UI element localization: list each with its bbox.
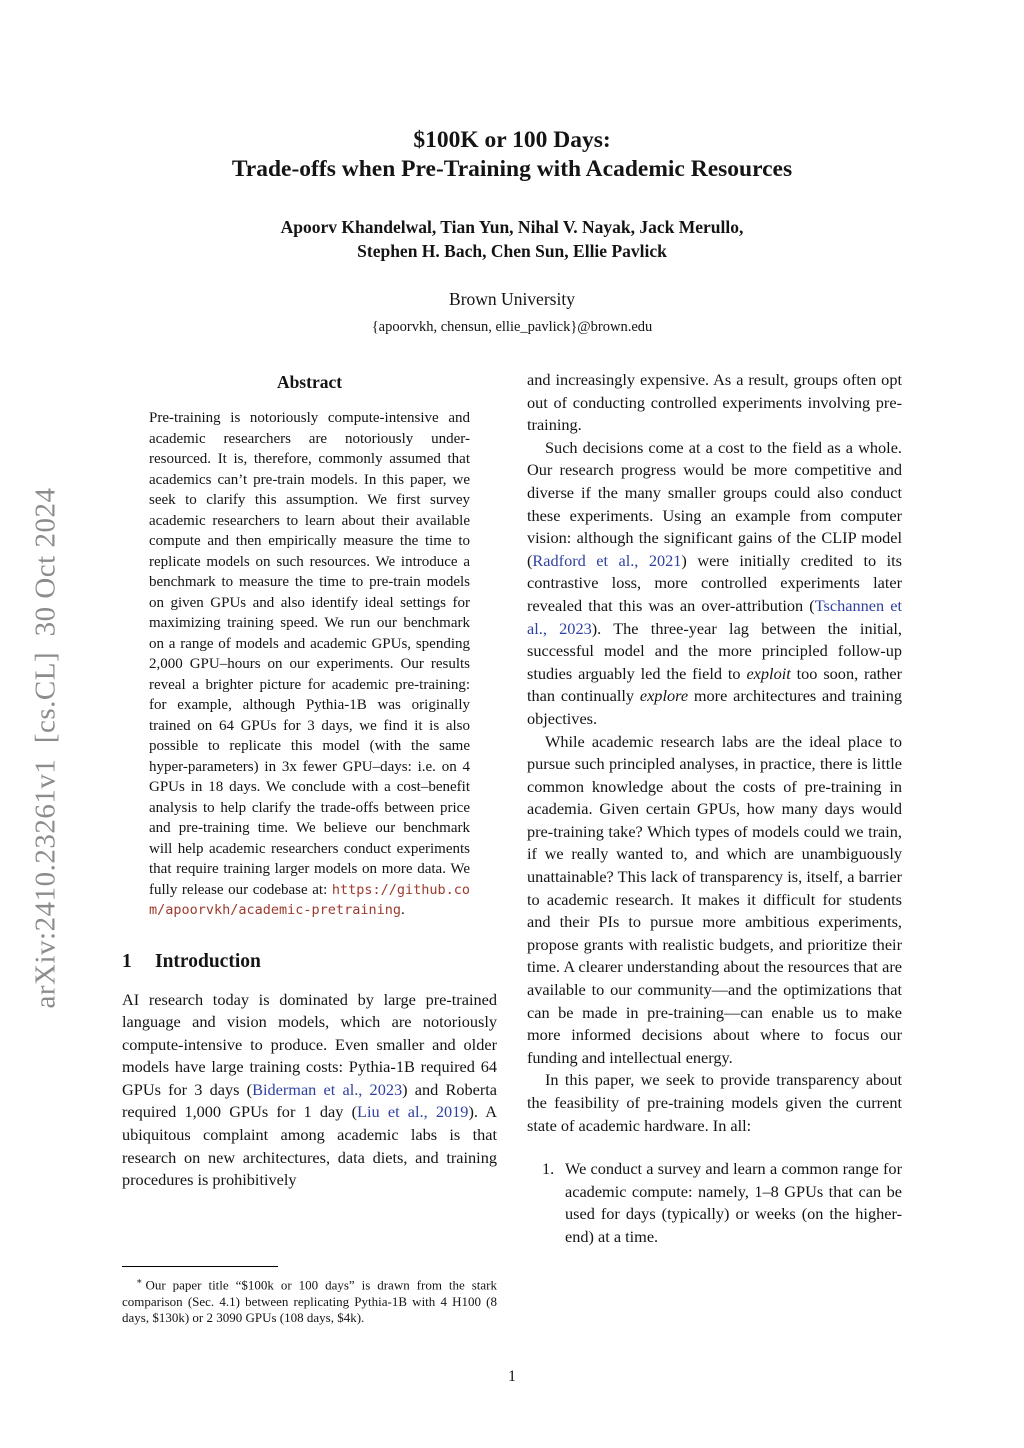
left-column <box>122 369 497 1327</box>
intro-p1-run-2: ) and Roberta required 1,000 GPUs for 1 day ( <box>122 1079 497 1122</box>
abstract-period: . <box>400 902 405 918</box>
citation-liu-2019[interactable]: Liu et al., 2019 <box>357 1102 469 1122</box>
arxiv-watermark: arXiv:2410.23261v1 [cs.CL] 30 Oct 2024 <box>29 487 62 1009</box>
citation-tschannen-2023[interactable]: Tschannen et al., 2023 <box>527 595 902 638</box>
footnote-rule <box>122 1266 278 1267</box>
col2-p2-run-1: Such decisions come at a cost to the field as a whole. Our research progress would be more competitive and diverse if the many smaller groups could also conduct these experiments. Using an example from computer vision: although the significant gains of the CLIP model ( <box>527 437 902 570</box>
footnote-block <box>122 1266 497 1327</box>
col2-p2-run-4: too soon, rather than continually <box>527 663 902 706</box>
author-list <box>0 215 1024 263</box>
citation-radford-2021[interactable]: Radford et al., 2021 <box>532 550 682 570</box>
col2-paragraph-1: and increasingly expensive. As a result, groups often opt out of conducting controlled experiments involving pre-training. <box>527 370 902 435</box>
author-emails: {apoorvkh, chensun, ellie_pavlick}@brown.edu <box>371 319 653 335</box>
intro-paragraph-1 <box>122 989 497 1192</box>
col2-paragraph-4: In this paper, we seek to provide transparency about the feasibility of pre-training models given the current state of academic hardware. In all: <box>527 1070 902 1135</box>
paper-header <box>0 0 1024 336</box>
intro-p1-run-3: ). A ubiquitous complaint among academic labs is that research on new architectures, data diets, and training procedures is prohibitively <box>122 1102 498 1190</box>
codebase-url-link[interactable]: https://github.com/apoorvkh/academic-pretraining <box>149 881 470 918</box>
authors-line-2: Stephen H. Bach, Chen Sun, Ellie Pavlick <box>357 241 667 261</box>
footnote-text <box>122 1274 497 1327</box>
abstract-paragraph <box>149 408 470 921</box>
col2-p2-run-3: ). The three-year lag between the initial, successful model and the more principled follow-up studies arguably led the field to <box>527 618 902 683</box>
paper-title <box>0 126 1024 184</box>
list-item-1-text: We conduct a survey and learn a common range for academic compute: namely, 1–8 GPUs that can be used for days (typically) or weeks (on the higher-end) at a time. <box>565 1159 902 1246</box>
abstract-heading: Abstract <box>276 372 343 392</box>
two-column-body <box>0 369 1024 1327</box>
section-1-number: 1 <box>122 950 132 972</box>
intro-p1-run-1: AI research today is dominated by large pre-trained language and vision models, which are notoriously compute-intensive to produce. Even smaller and older models have large training costs: Pythia-1B required 64 GPUs for 3 days ( <box>122 989 497 1099</box>
list-item-1-number: 1. <box>542 1159 555 1179</box>
title-line-2: Trade-offs when Pre-Training with Academic Resources <box>231 156 793 182</box>
emphasis-exploit: exploit <box>746 663 791 683</box>
section-1-heading <box>122 950 497 974</box>
citation-biderman-2023[interactable]: Biderman et al., 2023 <box>252 1079 403 1099</box>
emphasis-explore: explore <box>639 686 689 706</box>
list-item-1 <box>527 1158 902 1248</box>
authors-line-1: Apoorv Khandelwal, Tian Yun, Nihal V. Nayak, Jack Merullo, <box>280 217 744 237</box>
col2-paragraph-3: While academic research labs are the ideal place to pursue such principled analyses, in practice, there is little common knowledge about the costs of pre-training in academia. Given certain GPUs, how many days would pre-training take? Which types of models could we train, if we really wanted to, and which are unambiguously unattainable? This lack of transparency is, itself, a barrier to academic research. It makes it difficult for students and their PIs to pursue more ambitious experiments, propose grants with realistic budgets, and prioritize their time. A clearer understanding about the resources that are available to our community—and the optimizations that can be made in pre-training—can enable us to make more informed decisions about where to focus our funding and intellectual energy. <box>527 731 902 1067</box>
footnote-body: Our paper title “$100k or 100 days” is drawn from the stark comparison (Sec. 4.1) between replicating Pythia-1B with 4 H100 (8 days, $130k) or 2 3090 GPUs (108 days, $4k). <box>122 1277 497 1326</box>
contribution-list <box>527 1149 902 1248</box>
footnote-marker: ∗ <box>136 1276 143 1287</box>
page-number: 1 <box>508 1368 516 1385</box>
col2-paragraph-2 <box>527 437 902 731</box>
affiliation: Brown University <box>449 289 575 309</box>
abstract-text: Pre-training is notoriously compute-intensive and academic researchers are notoriously under-resourced. It is, therefore, commonly assumed that academics can’t pre-train models. In this paper, we seek to clarify this assumption. We first survey academic researchers to learn about their available compute and then empirically measure the time to replicate models on such resources. We introduce a benchmark to measure the time to pre-train models on given GPUs and also identify ideal settings for maximizing training speed. We run our benchmark on a range of models and academic GPUs, spending 2,000 GPU–hours on our experiments. Our results reveal a brighter picture for academic pre-training: for example, although Pythia-1B was originally trained on 64 GPUs for 3 days, we find it is also possible to replicate this model (with the same hyper-parameters) in 3x fewer GPU–days: i.e. on 4 GPUs in 18 days. We conclude with a cost–benefit analysis to help clarify the trade-offs between price and pre-training time. We believe our benchmark will help academic researchers conduct experiments that require training larger models on more data. We fully release our codebase at: <box>149 410 470 898</box>
right-column <box>527 369 902 1327</box>
col2-p2-run-2: ) were initially credited to its contrastive loss, more controlled experiments later revealed that this was an over-attribution ( <box>527 550 903 615</box>
title-line-1: $100K or 100 Days: <box>413 127 611 153</box>
col2-p2-run-5: more architectures and training objectives. <box>527 686 902 728</box>
section-1-title: Introduction <box>155 950 261 972</box>
